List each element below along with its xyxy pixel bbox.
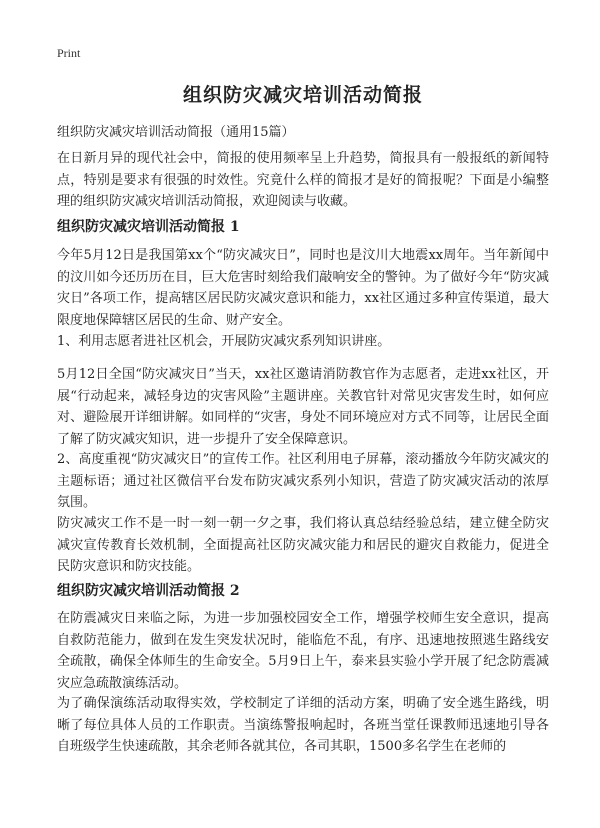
page-title: 组织防灾减灾培训活动简报 — [182, 84, 423, 106]
section-heading-2: 组织防灾减灾培训活动简报 2 — [57, 583, 240, 599]
document-subtitle: 组织防灾减灾培训活动简报（通用15篇） — [57, 125, 295, 140]
intro-paragraph: 在日新月异的现代社会中，简报的使用频率呈上升趋势，简报具有一般报纸的新闻特点，特别是要求有很强的时效性。究竟什么样的简报才是好的简报呢？下面是小编整理的组织防灾减灾培训活动简报，欢迎阅读与收藏。 — [57, 151, 549, 209]
section-1-paragraph-3: 5月12日全国“防灾减灾日”当天，xx社区邀请消防教官作为志愿者，走进xx社区，开展“行动起来，减轻身边的灾害风险”主题讲座。关教官针对常见灾害发生时，如何应对、避险展开详细讲解。如同样的“灾害，身处不同环境应对方式不同等，让居民全面了解了防灾减灾知识，进一步提升了安全保障意识。 — [57, 367, 549, 447]
section-1-paragraph-2: 1、利用志愿者进社区机会，开展防灾减灾系列知识讲座。 — [57, 334, 391, 349]
section-2-paragraph-1: 在防震减灾日来临之际，为进一步加强校园安全工作，增强学校师生安全意识，提高自救防范能力，做到在发生突发状况时，能临危不乱，有序、迅速地按照逃生路线安全疏散，确保全体师生的生命安全。5月9日上午，泰来县实验小学开展了纪念防震减灾应急疏散演练活动。 — [57, 611, 549, 691]
section-1-paragraph-4: 2、高度重视“防灾减灾日”的宣传工作。社区利用电子屏幕，滚动播放今年防灾减灾的主题标语；通过社区微信平台发布防灾减灾系列小知识，营造了防灾减灾活动的浓厚氛围。 — [57, 452, 549, 510]
section-1-paragraph-5: 防灾减灾工作不是一时一刻一朝一夕之事，我们将认真总结经验总结，建立健全防灾减灾宣传教育长效机制，全面提高社区防灾减灾能力和居民的避灾自救能力，促进全民防灾意识和防灾技能。 — [57, 516, 549, 574]
section-heading-1: 组织防灾减灾培训活动简报 1 — [57, 219, 240, 235]
section-1-paragraph-1: 今年5月12日是我国第xx个“防灾减灾日”，同时也是汶川大地震xx周年。当年新闻中的汶川如今还历历在目，巨大危害时刻给我们敲响安全的警钟。为了做好今年“防灾减灾日”各项工作，提高辖区居民防灾减灾意识和能力，xx社区通过多种宣传渠道，最大限度地保障辖区居民的生命、财产安全。 — [57, 248, 549, 328]
section-2-paragraph-2: 为了确保演练活动取得实效，学校制定了详细的活动方案，明确了安全逃生路线，明晰了每位具体人员的工作职责。当演练警报响起时，各班当堂任课教师迅速地引导各自班级学生快速疏散，其余老师各就其位，各司其职，1500多名学生在老师的 — [57, 696, 549, 754]
print-link[interactable]: Print — [57, 46, 81, 60]
